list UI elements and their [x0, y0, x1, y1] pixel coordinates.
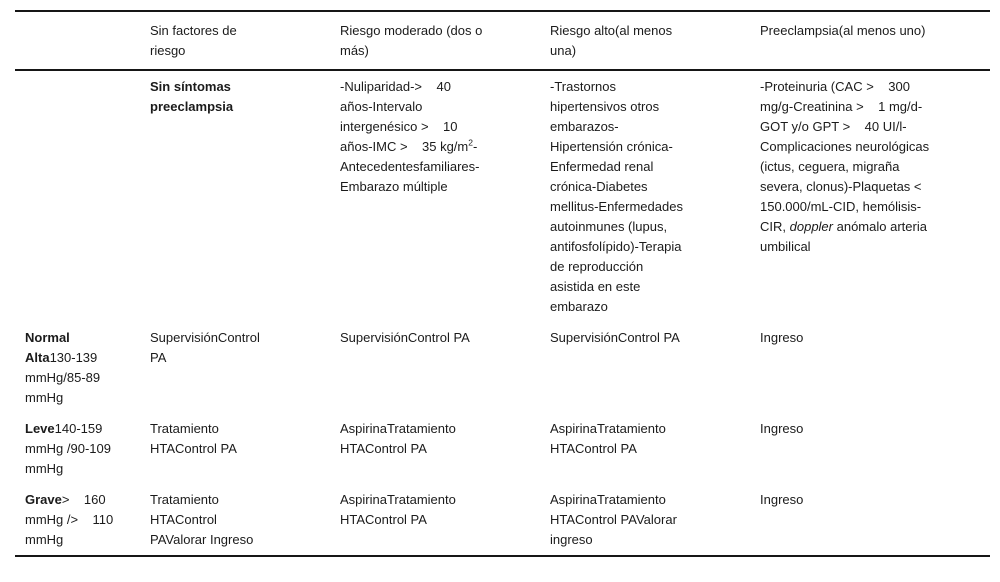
label-bold: Normal Alta — [25, 330, 73, 365]
cell-criterios-preeclampsia — [760, 70, 990, 322]
header-row — [15, 11, 990, 70]
header-cell-empty — [15, 11, 150, 70]
label-bold: Leve — [25, 421, 55, 436]
label-rest: > 160 mmHg /> 110 mmHg — [25, 492, 117, 547]
cell-grave-moderado: AspirinaTratamiento HTAControl PA — [340, 492, 460, 527]
moderado-text: -Nuliparidad-> 40 años-Intervalo intergenésico > 10 años-IMC > 35 kg/m — [340, 79, 469, 154]
cell-leve-moderado: AspirinaTratamiento HTAControl PA — [340, 421, 460, 456]
row-symptoms — [15, 70, 990, 322]
cell-leve-preeclampsia: Ingreso — [760, 421, 804, 436]
preeclampsia-management-table — [15, 10, 990, 557]
cell-leve-sin-factores: Tratamiento HTAControl PA — [150, 421, 237, 456]
header-cell-sin-factores: Sin factores de riesgo — [150, 11, 340, 70]
cell-normal-alta-sin-factores: SupervisiónControl PA — [150, 330, 264, 365]
cell-grave-sin-factores: Tratamiento HTAControl PAValorar Ingreso — [150, 492, 254, 547]
cell-sin-sintomas: Sin síntomas preeclampsia — [150, 79, 235, 114]
row-leve — [15, 413, 990, 484]
row-label-normal-alta — [15, 322, 150, 413]
header-cell-riesgo-alto: Riesgo alto(al menos una) — [550, 11, 760, 70]
row-label-grave — [15, 484, 150, 556]
preeclampsia-text: -Proteinuria (CAC > 300 mg/g-Creatinina > 1 mg/d-GOT y/o GPT > 40 UI/l-Complicaciones neurológicas (ictus, ceguera, migraña severa, clonus)-Plaquetas < 150.000/mL-CID, hemólisis-CIR, — [760, 79, 936, 234]
cell-normal-alta-moderado: SupervisiónControl PA — [340, 330, 470, 345]
row-grave — [15, 484, 990, 556]
header-cell-riesgo-moderado: Riesgo moderado (dos o más) — [340, 11, 550, 70]
cell-normal-alta-alto: SupervisiónControl PA — [550, 330, 680, 345]
cell-factores-moderado — [340, 70, 550, 322]
row-normal-alta — [15, 322, 990, 413]
preeclampsia-text-cont: anómalo arteria umbilical — [760, 219, 931, 254]
row-label-empty — [15, 70, 150, 322]
superscript-2: 2 — [468, 137, 473, 148]
label-rest: 140-159 mmHg /90-109 mmHg — [25, 421, 115, 476]
row-label-leve — [15, 413, 150, 484]
label-rest: 130-139 mmHg/85-89 mmHg — [25, 350, 104, 405]
moderado-text-cont: -Antecedentesfamiliares-Embarazo múltiple — [340, 139, 480, 194]
cell-normal-alta-preeclampsia: Ingreso — [760, 330, 804, 345]
cell-grave-preeclampsia: Ingreso — [760, 492, 804, 507]
cell-factores-alto: -Trastornos hipertensivos otros embarazos-Hipertensión crónica-Enfermedad renal crónica-Diabetes mellitus-Enfermedades autoinmunes (lupus, antifosfolípido)-Terapia de reproducción asistida en este embarazo — [550, 79, 687, 314]
label-bold: Grave — [25, 492, 62, 507]
header-cell-preeclampsia: Preeclampsia(al menos uno) — [760, 11, 990, 70]
doppler-italic-text: doppler — [789, 219, 833, 234]
cell-grave-alto: AspirinaTratamiento HTAControl PAValorar ingreso — [550, 492, 681, 547]
cell-leve-alto: AspirinaTratamiento HTAControl PA — [550, 421, 670, 456]
